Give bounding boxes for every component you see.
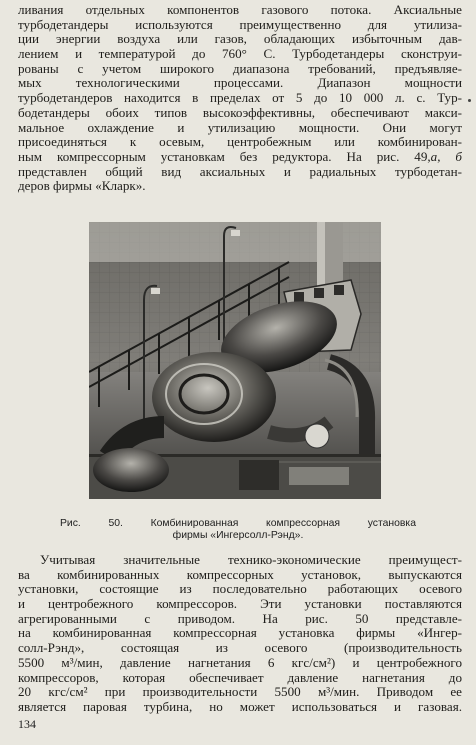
text-line: присоединяться к осевым, центробежным или комбинирован- <box>18 135 462 150</box>
text-line: компрессоров, которая обеспечивает давление нагнетания до <box>18 670 462 685</box>
text-line: деров фирмы «Кларк». <box>18 179 146 194</box>
text-line: на комбинированная компрессорная установка фирмы «Ингер- <box>18 626 462 641</box>
caption-line: Рис. 50. Комбинированная компрессорная установка <box>60 518 416 529</box>
compressor-installation-photo <box>89 222 381 499</box>
caption-line: фирмы «Ингерсолл-Рэнд». <box>172 530 304 541</box>
text-line: солл-Рэнд», состоящая из осевого (производительность <box>18 641 462 656</box>
text-line: агрегированными с приводом. На рис. 50 представле- <box>18 611 462 626</box>
text-line: мых технологическими процессами. Диапазон мощности <box>18 76 462 91</box>
text-line: бодетандеры обоих типов высокоэффективны, обеспечивают макси- <box>18 105 462 120</box>
paragraph-top <box>18 3 462 194</box>
figure-ref-suffix: а, б <box>430 149 462 164</box>
text-line: 5500 м³/мин, давление нагнетания 6 кгс/см²) и центробежного <box>18 655 462 670</box>
text-line: ва комбинированных компрессорных установок, выпускаются <box>18 567 462 582</box>
text-line: турбодетандеров находится в пределах от 5 до 10 000 л. с. Тур- <box>18 91 462 106</box>
text-line: ливания отдельных компонентов газового потока. Аксиальные <box>18 3 462 17</box>
text-line-with-figure-ref <box>18 150 462 165</box>
text-line: лением и температурой до 760° С. Турбодетандеры сконструи- <box>18 47 462 62</box>
figure-caption <box>60 518 416 542</box>
text-line: 20 кгс/см² при производительности 5500 м³/мин. Приводом ее <box>18 685 462 700</box>
text-line: турбодетандеры используются преимущественно для утилиза- <box>18 17 462 32</box>
figure-photo <box>89 222 381 499</box>
print-speck <box>468 99 471 102</box>
paragraph-bottom <box>18 553 462 715</box>
text-line: ции энергии воздуха или газов, обладающих избыточным дав- <box>18 32 462 47</box>
text-line: установки, состоящие из последовательно работающих осевого <box>18 582 462 597</box>
text-line: представлен общий вид аксиальных и радиальных турбодетан- <box>18 164 462 179</box>
text-line: рованы с учетом широкого диапазона требований, предъявляе- <box>18 61 462 76</box>
text-line: является паровая турбина, но может использоваться и газовая. <box>18 699 462 714</box>
text-line: мальное охлаждение и утилизацию мощности. Они могут <box>18 120 462 135</box>
text-line: Учитывая значительные технико-экономические преимущест- <box>40 553 462 567</box>
page-number: 134 <box>18 717 36 731</box>
text-line-fragment: ным компрессорным установкам без редуктора. На рис. 49, <box>18 149 431 164</box>
text-line: и центробежного компрессоров. Эти установки поставляются <box>18 597 462 612</box>
